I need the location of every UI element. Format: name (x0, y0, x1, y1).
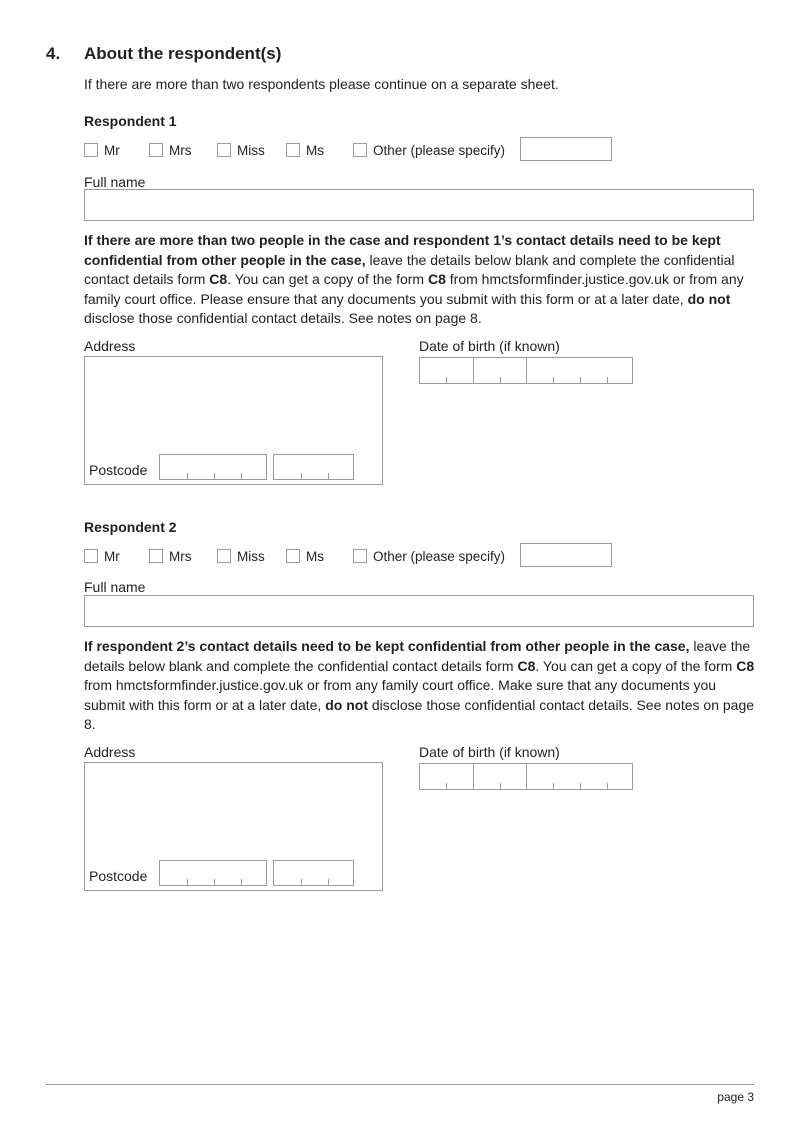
confidentiality-note (84, 231, 760, 329)
dob-label: Date of birth (if known) (419, 338, 560, 354)
title-ms-label: Ms (306, 142, 324, 158)
title-mrs-label: Mrs (169, 142, 192, 158)
dob-label: Date of birth (if known) (419, 744, 560, 760)
confidentiality-note (84, 637, 760, 735)
note-text: disclose those confidential contact details. See notes on page 8. (84, 696, 755, 732)
respondent-2-heading: Respondent 2 (84, 519, 177, 535)
full-name-label: Full name (84, 174, 146, 190)
page-number: page 3 (717, 1090, 754, 1104)
title-ms-checkbox[interactable] (286, 549, 300, 563)
note-bold-lead: If there are more than two people in the case and respondent 1’s contact details need to be kept confidential from other people in the case, (84, 232, 721, 268)
section-number: 4. (46, 44, 61, 63)
title-mrs-option[interactable] (149, 141, 192, 159)
note-text: leave the details below blank and complete the confidential contact details form (84, 251, 735, 287)
postcode-part-2-field[interactable] (273, 860, 354, 886)
title-mrs-option[interactable] (149, 547, 192, 565)
address-label: Address (84, 338, 136, 354)
form-ref: C8 (517, 657, 536, 674)
title-other-checkbox[interactable] (353, 143, 367, 157)
title-other-checkbox[interactable] (353, 549, 367, 563)
title-mr-checkbox[interactable] (84, 549, 98, 563)
full-name-field[interactable] (84, 595, 754, 627)
title-ms-checkbox[interactable] (286, 143, 300, 157)
title-mr-checkbox[interactable] (84, 143, 98, 157)
form-ref: C8 (209, 271, 228, 287)
section-intro: If there are more than two respondents please continue on a separate sheet. (84, 76, 559, 92)
section-title: About the respondent(s) (84, 44, 282, 63)
full-name-label: Full name (84, 579, 146, 595)
title-mr-option[interactable] (84, 141, 120, 159)
form-ref: C8 (736, 657, 755, 674)
title-other-label: Other (please specify) (373, 142, 506, 158)
postcode-label: Postcode (89, 462, 148, 478)
title-ms-option[interactable] (286, 547, 324, 565)
title-ms-label: Ms (306, 548, 324, 564)
postcode-label: Postcode (89, 868, 148, 884)
title-ms-option[interactable] (286, 141, 324, 159)
address-field[interactable] (84, 356, 383, 485)
note-text: . You can get a copy of the form (535, 657, 737, 674)
address-field[interactable] (84, 762, 383, 891)
title-miss-label: Miss (237, 142, 265, 158)
title-other-option[interactable] (353, 141, 505, 159)
title-mr-option[interactable] (84, 547, 120, 565)
title-mrs-checkbox[interactable] (149, 143, 163, 157)
note-text: from hmctsformfinder.justice.gov.uk or from any family court office. Please ensure that any documents you submit with this form or at a later date, (84, 271, 744, 307)
note-bold-lead: If respondent 2’s contact details need to be kept confidential from other people in the case, (84, 638, 690, 654)
title-other-specify-field[interactable] (520, 137, 612, 161)
note-text: leave the details below blank and complete the confidential contact details form (84, 638, 751, 674)
note-text: from hmctsformfinder.justice.gov.uk or from any family court office. Make sure that any documents you submit with this form or at a later date, (84, 677, 717, 713)
full-name-field[interactable] (84, 189, 754, 221)
dob-field[interactable] (419, 357, 633, 384)
dob-field[interactable] (419, 763, 633, 790)
note-text: . You can get a copy of the form (227, 271, 428, 287)
postcode-part-2-field[interactable] (273, 454, 354, 480)
title-miss-option[interactable] (217, 141, 265, 159)
footer-divider (46, 1084, 754, 1085)
title-mr-label: Mr (104, 548, 120, 564)
title-other-option[interactable] (353, 547, 505, 565)
title-other-label: Other (please specify) (373, 548, 506, 564)
form-ref: C8 (428, 271, 446, 287)
respondent-1-heading: Respondent 1 (84, 113, 177, 129)
do-not-emphasis: do not (325, 696, 368, 713)
note-text: disclose those confidential contact details. See notes on page 8. (84, 310, 482, 326)
title-miss-checkbox[interactable] (217, 549, 231, 563)
title-miss-label: Miss (237, 548, 265, 564)
title-miss-checkbox[interactable] (217, 143, 231, 157)
title-mrs-label: Mrs (169, 548, 192, 564)
address-label: Address (84, 744, 136, 760)
postcode-part-1-field[interactable] (159, 454, 267, 480)
title-miss-option[interactable] (217, 547, 265, 565)
title-other-specify-field[interactable] (520, 543, 612, 567)
title-mrs-checkbox[interactable] (149, 549, 163, 563)
title-mr-label: Mr (104, 142, 120, 158)
postcode-part-1-field[interactable] (159, 860, 267, 886)
do-not-emphasis: do not (687, 290, 731, 307)
